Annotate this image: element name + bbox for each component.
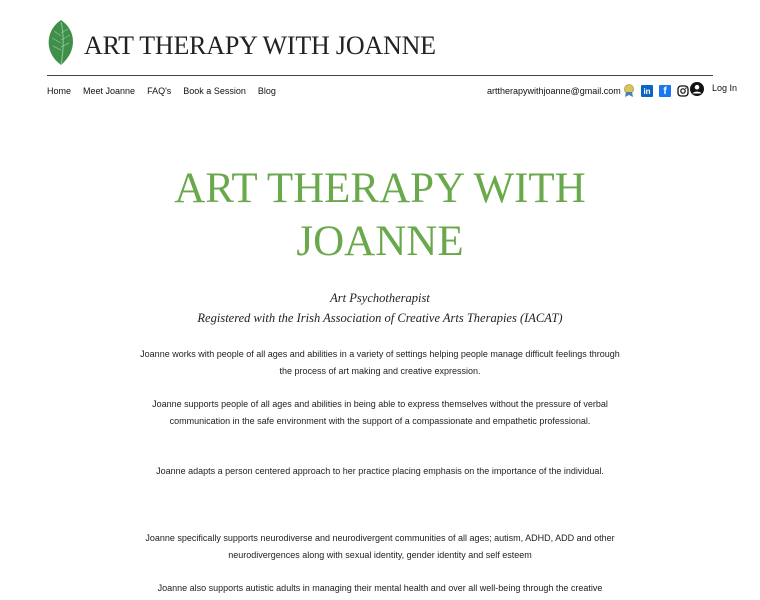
header-divider xyxy=(47,75,713,76)
login-button[interactable]: Log In xyxy=(712,83,738,93)
site-title[interactable]: ART THERAPY WITH JOANNE xyxy=(84,31,436,60)
site-header xyxy=(0,0,760,97)
nav-item-blog[interactable]: Blog xyxy=(257,86,276,96)
linkedin-icon[interactable]: in xyxy=(641,85,653,97)
intro-paragraph: Joanne works with people of all ages and abilities in a variety of settings helping people manage difficult feelings through the process of art making and creative expression. xyxy=(140,349,620,376)
nav-item-meet-joanne[interactable]: Meet Joanne xyxy=(83,86,136,96)
contact-email-link[interactable]: arttherapywithjoanne@gmail.com xyxy=(487,86,621,96)
subtitle-registration: Registered with the Irish Association of Creative Arts Therapies (IACAT) xyxy=(197,311,563,325)
leaf-icon[interactable] xyxy=(46,18,76,66)
instagram-icon[interactable] xyxy=(677,85,689,97)
support-paragraph: Joanne supports people of all ages and abilities in being able to express themselves without the pressure of verbal communication in the safe environment with the support of a compassionate and empathetic professional. xyxy=(152,399,608,426)
hero-title: ART THERAPY WITH JOANNE xyxy=(174,165,586,265)
account-avatar-icon[interactable] xyxy=(690,82,704,96)
nav-item-home[interactable]: Home xyxy=(47,86,72,96)
facebook-icon[interactable]: f xyxy=(659,85,671,97)
neurodiverse-paragraph: Joanne specifically supports neurodiverse and neurodivergent communities of all ages; autism, ADHD, ADD and other neurodivergences along with sexual identity, gender identity and self esteem xyxy=(145,533,615,560)
approach-paragraph: Joanne adapts a person centered approach to her practice placing emphasis on the importance of the individual. xyxy=(156,466,604,476)
award-badge-icon-graphic xyxy=(623,84,635,98)
subtitle-role: Art Psychotherapist xyxy=(330,291,430,305)
instagram-icon-graphic xyxy=(677,85,689,97)
main-nav xyxy=(47,86,276,100)
nav-item-book-a-session[interactable]: Book a Session xyxy=(183,86,246,96)
award-badge-icon[interactable] xyxy=(623,84,635,98)
hero-subtitle xyxy=(130,288,630,328)
nav-item-faqs[interactable]: FAQ's xyxy=(147,86,172,96)
autistic-adults-paragraph: Joanne also supports autistic adults in managing their mental health and over all well-being through the creative xyxy=(157,583,603,593)
